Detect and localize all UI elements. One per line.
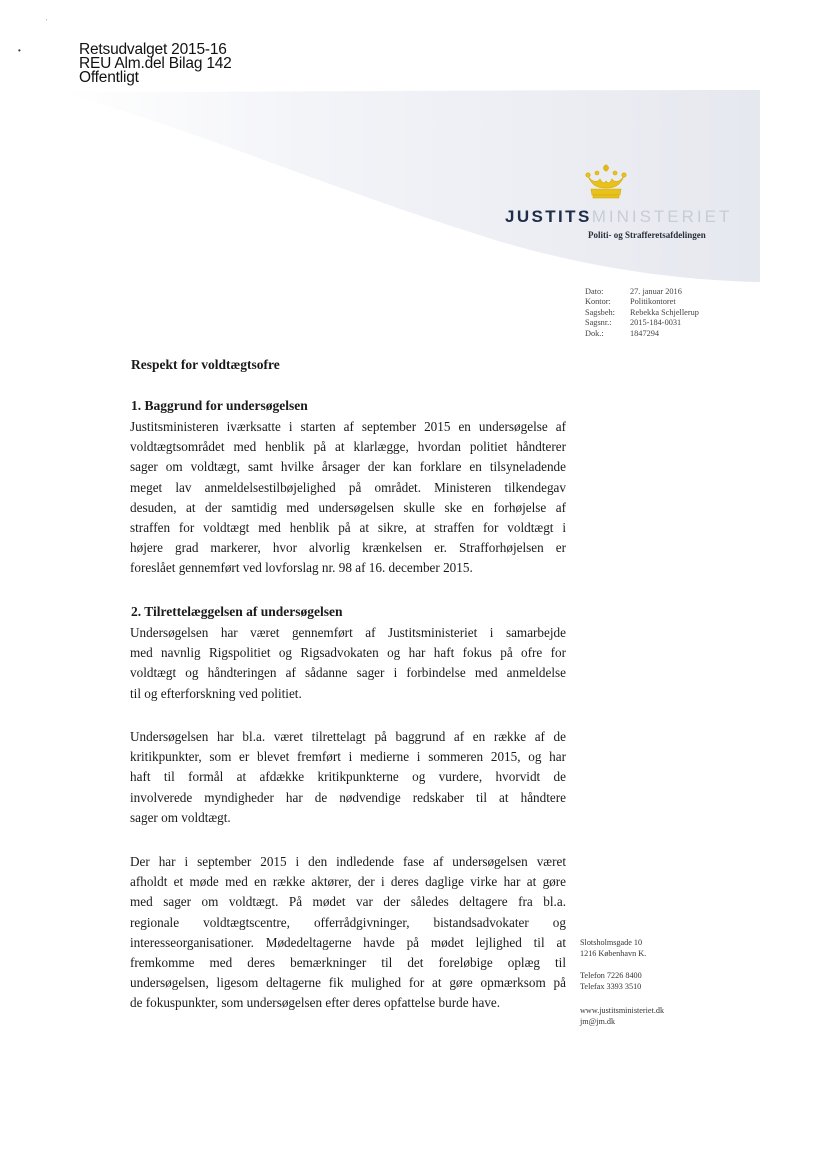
section2-paragraph	[130, 852, 566, 1014]
text-line: voldtægt og håndteringen af sådanne sager i forbindelse med anmeldelse	[130, 665, 566, 681]
meta-key: Sagsnr.:	[585, 318, 612, 328]
text-line: foreslået gennemført ved lovforslag nr. 98 af 16. december 2015.	[130, 560, 473, 576]
meta-row	[585, 329, 699, 339]
text-line: til og efterforskning ved politiet.	[130, 685, 302, 701]
stamp-line: Offentligt	[79, 69, 139, 86]
address-web: www.justitsministeriet.dk	[580, 1006, 665, 1015]
stamp-line: REU Alm.del Bilag 142	[79, 55, 232, 72]
text-line: Justitsministeren iværksatte i starten af september 2015 en undersøgelse af	[130, 419, 566, 434]
scan-mark: ˒	[45, 14, 48, 23]
text-line: sager om voldtægt.	[130, 809, 231, 825]
meta-key: Kontor:	[585, 297, 611, 307]
section-heading: 2. Tilrettelæggelsen af undersøgelsen	[131, 604, 343, 619]
logo-part-ministeriet: MINISTERIET	[591, 207, 733, 226]
text-line: haft til formål at afdække kritikpunkterne og vurdere, hvorvidt de	[130, 769, 566, 785]
address-fax: Telefax 3393 3510	[580, 982, 642, 991]
meta-key: Dok.:	[585, 328, 604, 338]
meta-value: 1847294	[630, 328, 660, 338]
text-line: afholdt et møde med en række aktører, der i deres daglige virke har at gøre	[130, 874, 566, 890]
address-email: jm@jm.dk	[580, 1017, 616, 1026]
text-line: involverede myndigheder har de nødvendige redskaber til at håndtere	[130, 789, 566, 805]
text-line: sager om voldtægt, samt hvilke årsager der kan forklare en tilsyneladende	[130, 459, 566, 475]
meta-value: Rebekka Schjellerup	[630, 307, 699, 317]
text-line: voldtægtsområdet med henblik på at klarlægge, hvordan politiet håndterer	[130, 439, 566, 455]
meta-value: 2015-184-0031	[630, 318, 682, 328]
scan-mark: •	[18, 46, 21, 55]
text-line: regionale voldtægtscentre, offerrådgivninger, bistandsadvokater og	[130, 914, 566, 930]
text-line: straffen for voldtægt med henblik på at sikre, at straffen for voldtægt i	[130, 520, 566, 536]
crown-icon	[582, 164, 630, 200]
department-name: Politi- og Strafferetsafdelingen	[588, 230, 706, 240]
ministry-logo	[505, 207, 732, 227]
section-heading: 1. Baggrund for undersøgelsen	[131, 398, 308, 413]
text-line: interesseorganisationer. Mødedeltagerne havde på mødet lejlighed til at	[130, 934, 566, 950]
meta-row	[585, 297, 699, 307]
address-city: 1216 København K.	[580, 949, 647, 958]
filing-stamp	[79, 43, 232, 85]
text-line: Undersøgelsen har bl.a. været tilrettelagt på baggrund af en række af de	[130, 729, 566, 744]
text-line: fremkomme med deres bemærkninger til det foreløbige oplæg til	[130, 955, 566, 971]
text-line: Der har i september 2015 i den indledende fase af undersøgelsen været	[130, 854, 566, 869]
text-line: undersøgelsen, ligesom deltagerne fik mulighed for at gøre opmærksom på	[130, 975, 566, 991]
meta-value: Politikontoret	[630, 297, 676, 307]
document-metadata	[585, 287, 699, 339]
meta-row	[585, 318, 699, 328]
meta-key: Sagsbeh:	[585, 307, 615, 317]
meta-row	[585, 287, 699, 297]
document-title: Respekt for voldtægtsofre	[131, 357, 280, 372]
text-line: med sager om voldtægt. På mødet var der således deltagere fra bl.a.	[130, 894, 566, 910]
meta-row	[585, 308, 699, 318]
stamp-line: Retsudvalget 2015-16	[79, 41, 227, 58]
text-line: desuden, at der samtidig med undersøgelsen skulle ske en forhøjelse af	[130, 499, 566, 515]
text-line: de fokuspunkter, som undersøgelsen efter deres opfattelse burde have.	[130, 995, 501, 1011]
section2-paragraph	[130, 623, 566, 704]
section2-paragraph	[130, 727, 566, 828]
address-street: Slotsholmsgade 10	[580, 938, 643, 947]
logo-part-justits: JUSTITS	[505, 207, 592, 226]
text-line: højere grad markerer, hvor alvorlig krænkelsen er. Strafforhøjelsen er	[130, 540, 566, 556]
text-line: Undersøgelsen har været gennemført af Justitsministeriet i samarbejde	[130, 625, 566, 640]
meta-value: 27. januar 2016	[630, 287, 682, 296]
text-line: meget lav anmeldelsestilbøjelighed på området. Ministeren tilkendegav	[130, 479, 566, 495]
section1-paragraph	[130, 417, 566, 579]
text-line: kritikpunkter, som er blevet fremført i medierne i sommeren 2015, og har	[130, 749, 566, 765]
text-line: med navnlig Rigspolitiet og Rigsadvokaten og har haft fokus på ofre for	[130, 645, 566, 661]
meta-key: Dato:	[585, 287, 604, 296]
address-phone: Telefon 7226 8400	[580, 971, 642, 980]
